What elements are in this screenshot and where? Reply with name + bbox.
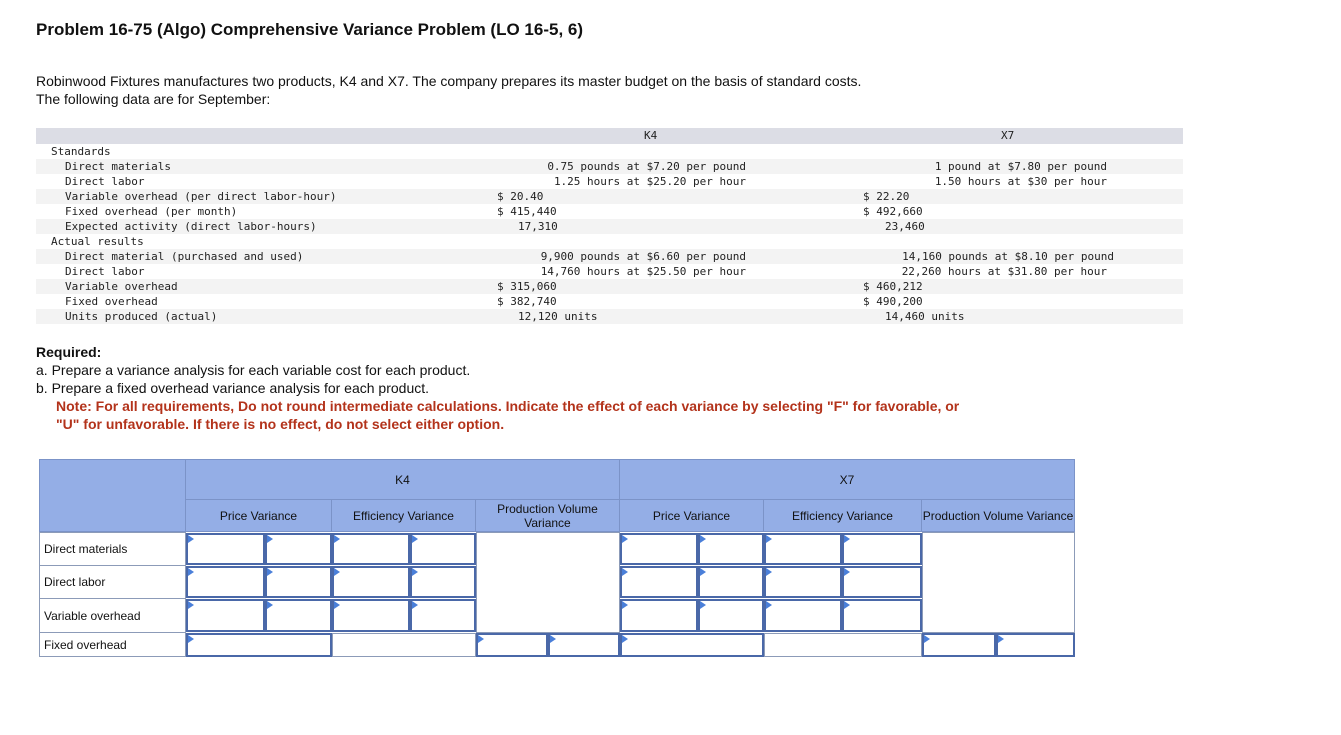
col-header-x7-efficiency: Efficiency Variance [763,499,922,532]
x7-value: $ 22.20 [863,190,910,203]
input-foh-k4-production-volume-amount[interactable] [476,633,548,657]
data-table-header [36,128,1183,144]
data-row-act-fixed-overhead [36,294,1183,309]
empty-cell-foh-x7-efficiency [764,633,922,657]
data-row-std-direct-materials [36,159,1183,174]
select-voh-k4-price-effect[interactable] [265,599,332,632]
input-voh-k4-efficiency-amount[interactable] [332,599,410,632]
select-dm-k4-efficiency-effect[interactable] [410,533,476,565]
row-label: Direct labor [65,175,145,188]
input-dl-x7-efficiency-amount[interactable] [764,566,842,598]
row-label-variable-overhead: Variable overhead [39,598,186,633]
requirement-b: b. Prepare a fixed overhead variance analysis for each product. [36,380,430,396]
data-row-act-direct-labor [36,264,1183,279]
select-dl-x7-price-effect[interactable] [698,566,764,598]
k4-value: $ 382,740 [497,295,557,308]
input-voh-x7-price-amount[interactable] [620,599,698,632]
select-dl-k4-efficiency-effect[interactable] [410,566,476,598]
data-table [36,128,1183,324]
empty-cell-k4-production-volume [476,532,620,633]
k4-value: 0.75 pounds at $7.20 per pound [547,160,746,173]
input-dm-k4-price-amount[interactable] [186,533,265,565]
input-dm-x7-price-amount[interactable] [620,533,698,565]
data-row-std-direct-labor [36,174,1183,189]
empty-cell-foh-k4-efficiency [332,633,476,657]
row-label: Standards [51,145,111,158]
x7-value: 14,460 units [885,310,965,323]
col-header-k4-production-volume: Production Volume Variance [475,499,620,532]
select-voh-k4-efficiency-effect[interactable] [410,599,476,632]
row-label: Fixed overhead (per month) [65,205,238,218]
group-header-x7: X7 [619,459,1075,500]
requirement-note: Note: For all requirements, Do not round intermediate calculations. Indicate the effect of each variance by selecting "F" for favorable, or "U" for unfavorable. If there is no effect, do not select either option. [56,398,960,432]
data-row-act-variable-overhead [36,279,1183,294]
input-voh-k4-price-amount[interactable] [186,599,265,632]
x7-value: 23,460 [885,220,925,233]
input-voh-x7-efficiency-amount[interactable] [764,599,842,632]
required-heading: Required: [36,344,102,360]
requirement-a: a. Prepare a variance analysis for each variable cost for each product. [36,362,471,378]
input-foh-k4-price-amount[interactable] [186,633,332,657]
intro-line-1: Robinwood Fixtures manufactures two products, K4 and X7. The company prepares its master budget on the basis of standard costs. [36,73,862,89]
select-dm-k4-price-effect[interactable] [265,533,332,565]
x7-value: 22,260 hours at $31.80 per hour [901,265,1107,278]
k4-value: $ 415,440 [497,205,557,218]
input-foh-x7-price-amount[interactable] [620,633,764,657]
data-row-act-units-produced [36,309,1183,324]
k4-value: 1.25 hours at $25.20 per hour [553,175,746,188]
column-header-k4: K4 [644,129,658,142]
row-label: Direct materials [65,160,171,173]
row-label-direct-materials: Direct materials [39,532,186,566]
row-label: Variable overhead (per direct labor-hour) [65,190,337,203]
row-label-fixed-overhead: Fixed overhead [39,632,186,657]
data-row-std-variable-overhead [36,189,1183,204]
input-dm-k4-efficiency-amount[interactable] [332,533,410,565]
x7-value: $ 460,212 [863,280,923,293]
select-dl-k4-price-effect[interactable] [265,566,332,598]
input-dm-x7-efficiency-amount[interactable] [764,533,842,565]
k4-value: 14,760 hours at $25.50 per hour [540,265,746,278]
page-title: Problem 16-75 (Algo) Comprehensive Variance Problem (LO 16-5, 6) [36,20,584,39]
col-header-k4-price: Price Variance [185,499,332,532]
col-header-x7-price: Price Variance [619,499,764,532]
select-dl-x7-efficiency-effect[interactable] [842,566,922,598]
row-label: Expected activity (direct labor-hours) [65,220,317,233]
x7-value: 1 pound at $7.80 per pound [934,160,1107,173]
input-dl-k4-efficiency-amount[interactable] [332,566,410,598]
data-row-act-direct-material [36,249,1183,264]
row-label: Actual results [51,235,144,248]
group-header-k4: K4 [185,459,620,500]
data-row-standards [36,144,1183,159]
problem-intro [36,72,1036,108]
x7-value: $ 492,660 [863,205,923,218]
select-dm-x7-efficiency-effect[interactable] [842,533,922,565]
select-dm-x7-price-effect[interactable] [698,533,764,565]
grid-corner [39,459,186,532]
x7-value: 1.50 hours at $30 per hour [934,175,1107,188]
k4-value: 12,120 units [518,310,598,323]
input-dl-x7-price-amount[interactable] [620,566,698,598]
row-label-direct-labor: Direct labor [39,565,186,599]
col-header-x7-production-volume: Production Volume Variance [921,499,1075,532]
column-header-x7: X7 [1001,129,1015,142]
col-header-k4-efficiency: Efficiency Variance [331,499,476,532]
x7-value: $ 490,200 [863,295,923,308]
select-foh-k4-production-volume-effect[interactable] [548,633,620,657]
input-dl-k4-price-amount[interactable] [186,566,265,598]
requirements [36,343,976,433]
row-label: Units produced (actual) [65,310,218,323]
k4-value: 17,310 [518,220,558,233]
row-label: Fixed overhead [65,295,158,308]
data-row-actual-results [36,234,1183,249]
empty-cell-x7-production-volume [922,532,1075,633]
row-label: Direct labor [65,265,145,278]
data-row-std-fixed-overhead [36,204,1183,219]
data-row-std-expected-activity [36,219,1183,234]
intro-line-2: The following data are for September: [36,91,271,107]
row-label: Variable overhead [65,280,178,293]
k4-value: $ 20.40 [497,190,544,203]
k4-value: 9,900 pounds at $6.60 per pound [540,250,746,263]
select-voh-x7-efficiency-effect[interactable] [842,599,922,632]
row-label: Direct material (purchased and used) [65,250,304,263]
input-foh-x7-production-volume-amount[interactable] [922,633,996,657]
select-voh-x7-price-effect[interactable] [698,599,764,632]
x7-value: 14,160 pounds at $8.10 per pound [902,250,1114,263]
select-foh-x7-production-volume-effect[interactable] [996,633,1075,657]
k4-value: $ 315,060 [497,280,557,293]
answer-grid [39,459,1075,657]
